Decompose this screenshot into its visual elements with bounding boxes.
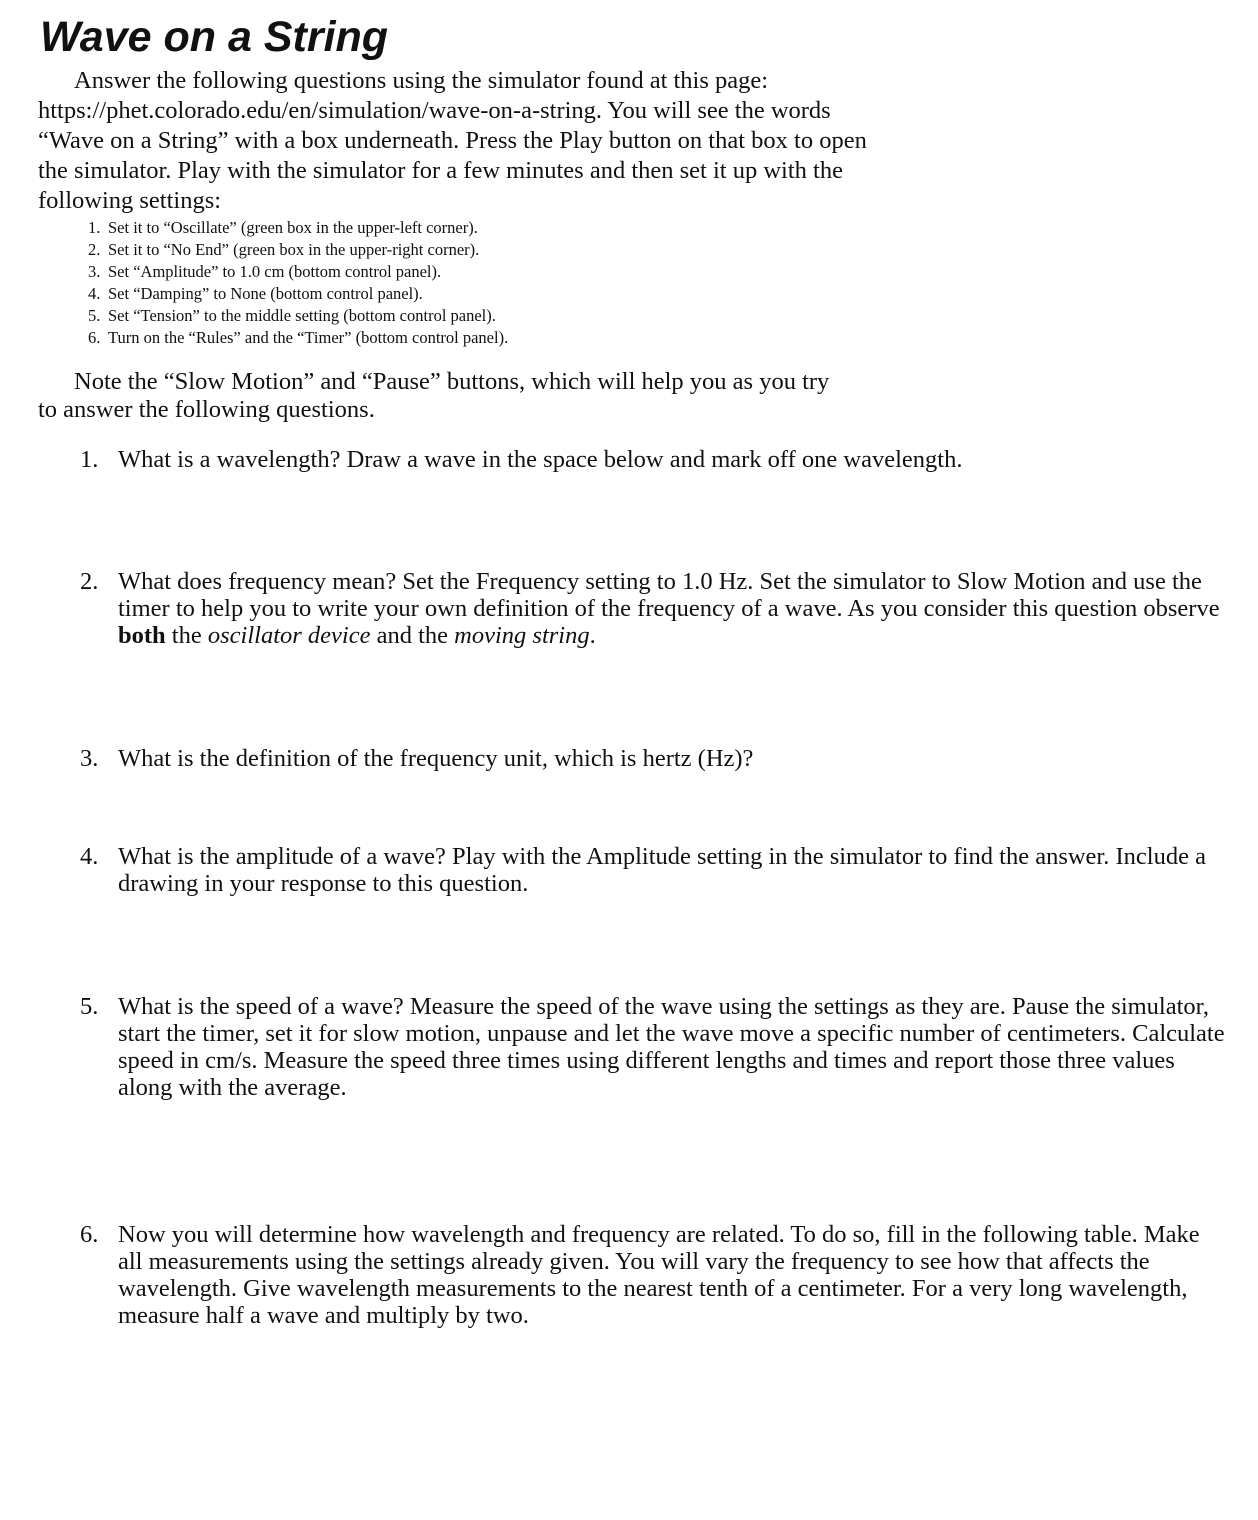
emphasis-both: both — [118, 622, 166, 649]
settings-item-number: 2. — [88, 240, 101, 259]
question-number: 6. — [80, 1221, 99, 1248]
question-4 — [80, 843, 1230, 897]
question-2 — [80, 568, 1230, 649]
question-text-part: the — [165, 622, 208, 649]
settings-item — [88, 305, 508, 327]
settings-item-text: Set it to “Oscillate” (green box in the upper-left corner). — [108, 218, 478, 237]
question-6 — [80, 1221, 1230, 1329]
question-number: 5. — [80, 993, 99, 1020]
question-1 — [80, 446, 1230, 473]
question-text-part: What does frequency mean? Set the Frequency setting to 1.0 Hz. Set the simulator to Slow Motion and use the timer to help you to write your own definition of the frequency of a wave. As you consider this question observe — [118, 568, 1220, 622]
settings-item — [88, 261, 508, 283]
question-text: What is a wavelength? Draw a wave in the space below and mark off one wavelength. — [118, 446, 963, 473]
question-text: What is the amplitude of a wave? Play with the Amplitude setting in the simulator to find the answer. Include a drawing in your response to this question. — [118, 843, 1206, 897]
settings-item-number: 1. — [88, 218, 101, 237]
question-text: What is the speed of a wave? Measure the speed of the wave using the settings as they are. Pause the simulator, start the timer, set it for slow motion, unpause and let the wave move a specific number of centimeters. Calculate speed in cm/s. Measure the speed three times using different lengths and times and report those three values along with the average. — [118, 993, 1225, 1101]
settings-item-text: Turn on the “Rules” and the “Timer” (bottom control panel). — [108, 328, 509, 347]
settings-item-text: Set “Tension” to the middle setting (bottom control panel). — [108, 306, 496, 325]
question-text: Now you will determine how wavelength and frequency are related. To do so, fill in the following table. Make all measurements using the settings already given. You will vary the frequency to see how that affects the wavelength. Give wavelength measurements to the nearest tenth of a centimeter. For a very long wavelength, measure half a wave and multiply by two. — [118, 1221, 1200, 1329]
settings-item-text: Set “Amplitude” to 1.0 cm (bottom control panel). — [108, 262, 442, 281]
question-text: What is the definition of the frequency unit, which is hertz (Hz)? — [118, 745, 754, 772]
settings-item — [88, 327, 508, 349]
question-text — [118, 568, 1230, 649]
settings-item-number: 6. — [88, 328, 101, 347]
question-text-part: . — [589, 622, 596, 649]
question-text-part: and the — [370, 622, 455, 649]
settings-list — [88, 217, 508, 349]
question-3 — [80, 745, 1230, 772]
question-number: 2. — [80, 568, 99, 595]
emphasis-oscillator-device: oscillator device — [207, 622, 371, 649]
settings-item-number: 5. — [88, 306, 101, 325]
settings-item-text: Set it to “No End” (green box in the upper-right corner). — [108, 240, 480, 259]
settings-item-number: 4. — [88, 284, 101, 303]
question-number: 1. — [80, 446, 99, 473]
intro-paragraph: Answer the following questions using the simulator found at this page: https://phet.colorado.edu/en/simulation/wave-on-a-string. You will see the words “Wave on a String” with a box underneath. Press the Play button on that box to open the simulator. Play with the simulator for a few minutes and then set it up with the following settings: — [38, 67, 867, 214]
settings-item — [88, 239, 508, 261]
settings-item — [88, 217, 508, 239]
question-number: 4. — [80, 843, 99, 870]
settings-item-text: Set “Damping” to None (bottom control panel). — [108, 284, 423, 303]
question-5 — [80, 993, 1230, 1101]
emphasis-moving-string: moving string — [454, 622, 590, 649]
page-title: Wave on a String — [40, 13, 389, 61]
question-number: 3. — [80, 745, 99, 772]
settings-item — [88, 283, 508, 305]
note-paragraph: Note the “Slow Motion” and “Pause” buttons, which will help you as you try to answer the following questions. — [38, 368, 830, 423]
settings-item-number: 3. — [88, 262, 101, 281]
